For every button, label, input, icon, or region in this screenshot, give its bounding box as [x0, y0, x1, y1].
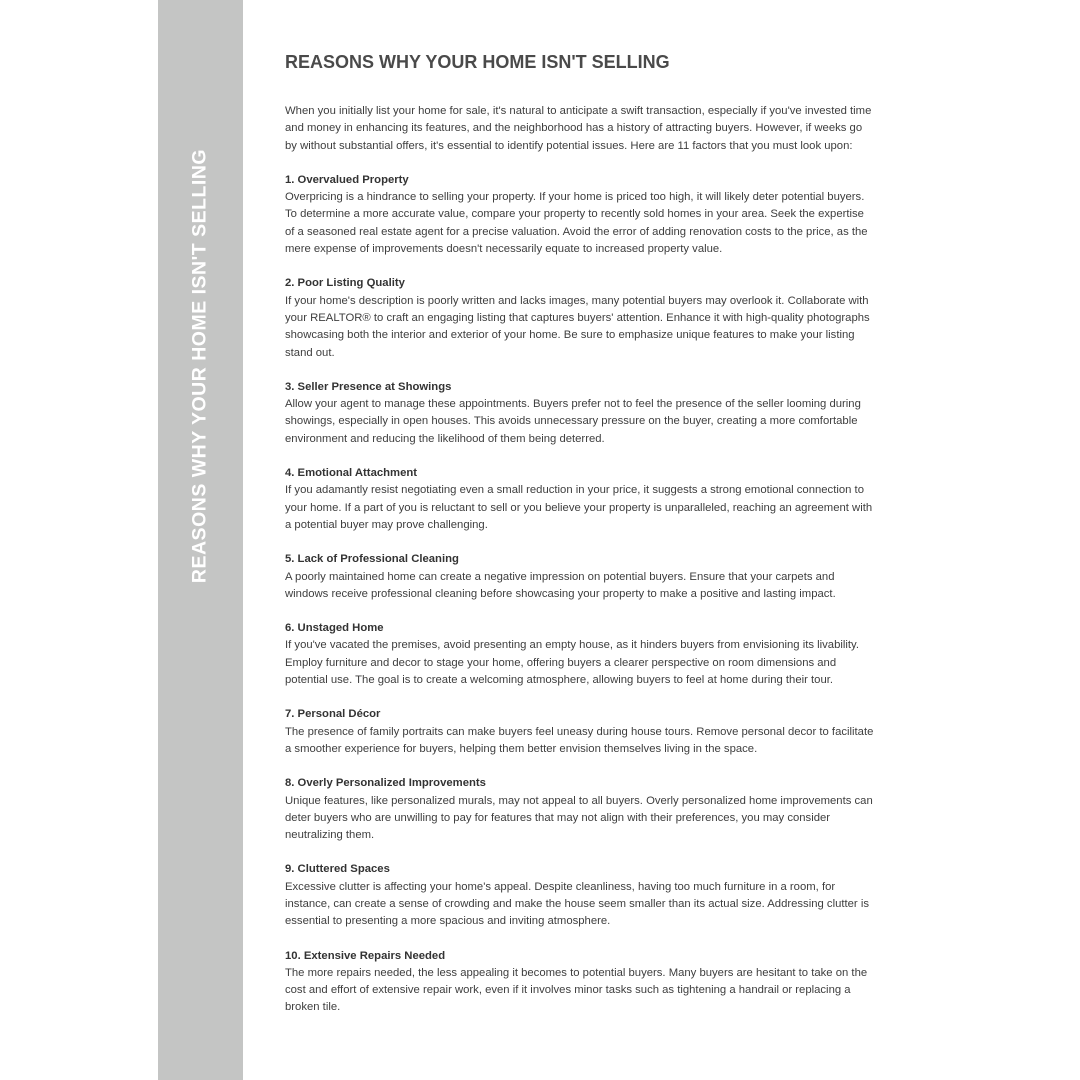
section-body: The more repairs needed, the less appealing it becomes to potential buyers. Many buyers are hesitant to take on the cost and effort of extensive repair work, even if it involves minor tasks such as tightening a handrail or replacing a broken tile. [285, 966, 868, 1014]
document-content [285, 51, 875, 1017]
section-body: If your home's description is poorly written and lacks images, many potential buyers may overlook it. Collaborate with your REALTOR® to craft an engaging listing that captures buyers' attention. Enhance it with high-quality photographs showcasing both the interior and exterior of your home. Be sure to emphasize unique features to make your listing stand out. [285, 294, 870, 359]
section-heading: 8. Overly Personalized Improvements [285, 777, 486, 790]
section-overvalued-property [285, 172, 875, 258]
section-body: Excessive clutter is affecting your home's appeal. Despite cleanliness, having too much furniture in a room, for instance, can create a sense of crowding and make the house seem smaller than its actual size. Addressing clutter is essential to presenting a more spacious and inviting atmosphere. [285, 880, 869, 928]
side-title: REASONS WHY YOUR HOME ISN'T SELLING [188, 148, 211, 584]
section-heading: 10. Extensive Repairs Needed [285, 949, 446, 962]
section-professional-cleaning [285, 551, 875, 603]
intro-paragraph: When you initially list your home for sale, it's natural to anticipate a swift transaction, especially if you've invested time and money in enhancing its features, and the neighborhood has a history of attracting buyers. However, if weeks go by without substantial offers, it's essential to identify potential issues. Here are 11 factors that you must look upon: [285, 105, 872, 152]
section-heading: 5. Lack of Professional Cleaning [285, 553, 459, 566]
section-body: If you've vacated the premises, avoid presenting an empty house, as it hinders buyers from envisioning its livability. Employ furniture and decor to stage your home, offering buyers a clearer perspective on room dimensions and potential use. The goal is to create a welcoming atmosphere, allowing buyers to feel at home during their tour. [285, 639, 859, 687]
section-heading: 3. Seller Presence at Showings [285, 380, 452, 393]
section-seller-presence [285, 379, 875, 448]
section-heading: 6. Unstaged Home [285, 622, 384, 635]
section-body: If you adamantly resist negotiating even a small reduction in your price, it suggests a strong emotional connection to your home. If a part of you is reluctant to sell or you believe your property is unparalleled, reaching an agreement with a potential buyer may prove challenging. [285, 484, 873, 531]
page-title: REASONS WHY YOUR HOME ISN'T SELLING [285, 52, 670, 72]
section-unstaged-home [285, 620, 875, 689]
section-body: A poorly maintained home can create a negative impression on potential buyers. Ensure that your carpets and windows receive professional cleaning before showcasing your property to make a positive and lasting impact. [285, 570, 836, 600]
section-personalized-improvements [285, 775, 875, 844]
section-body: Allow your agent to manage these appointments. Buyers prefer not to feel the presence of the seller looming during showings, especially in open houses. This avoids unnecessary pressure on the buyer, creating a more comfortable environment and reducing the likelihood of them being deterred. [285, 398, 861, 445]
section-heading: 9. Cluttered Spaces [285, 863, 390, 876]
section-body: Unique features, like personalized murals, may not appeal to all buyers. Overly personalized home improvements can deter buyers who are unwilling to pay for features that may not align with their preferences, you may consider neutralizing them. [285, 794, 873, 842]
section-heading: 1. Overvalued Property [285, 173, 409, 186]
section-body: The presence of family portraits can make buyers feel uneasy during house tours. Remove personal decor to facilitate a smoother experience for buyers, helping them better envision themselves living in the space. [285, 725, 874, 755]
section-heading: 4. Emotional Attachment [285, 467, 418, 480]
section-extensive-repairs [285, 948, 875, 1017]
section-poor-listing-quality [285, 275, 875, 361]
section-heading: 7. Personal Décor [285, 708, 381, 721]
section-cluttered-spaces [285, 861, 875, 930]
section-heading: 2. Poor Listing Quality [285, 277, 405, 290]
section-personal-decor [285, 706, 875, 758]
section-emotional-attachment [285, 465, 875, 534]
section-body: Overpricing is a hindrance to selling your property. If your home is priced too high, it will likely deter potential buyers. To determine a more accurate value, compare your property to recently sold homes in your area. Seek the expertise of a seasoned real estate agent for a precise valuation. Avoid the error of adding renovation costs to the price, as the mere expense of improvements doesn't necessarily equate to increased property value. [285, 191, 868, 256]
